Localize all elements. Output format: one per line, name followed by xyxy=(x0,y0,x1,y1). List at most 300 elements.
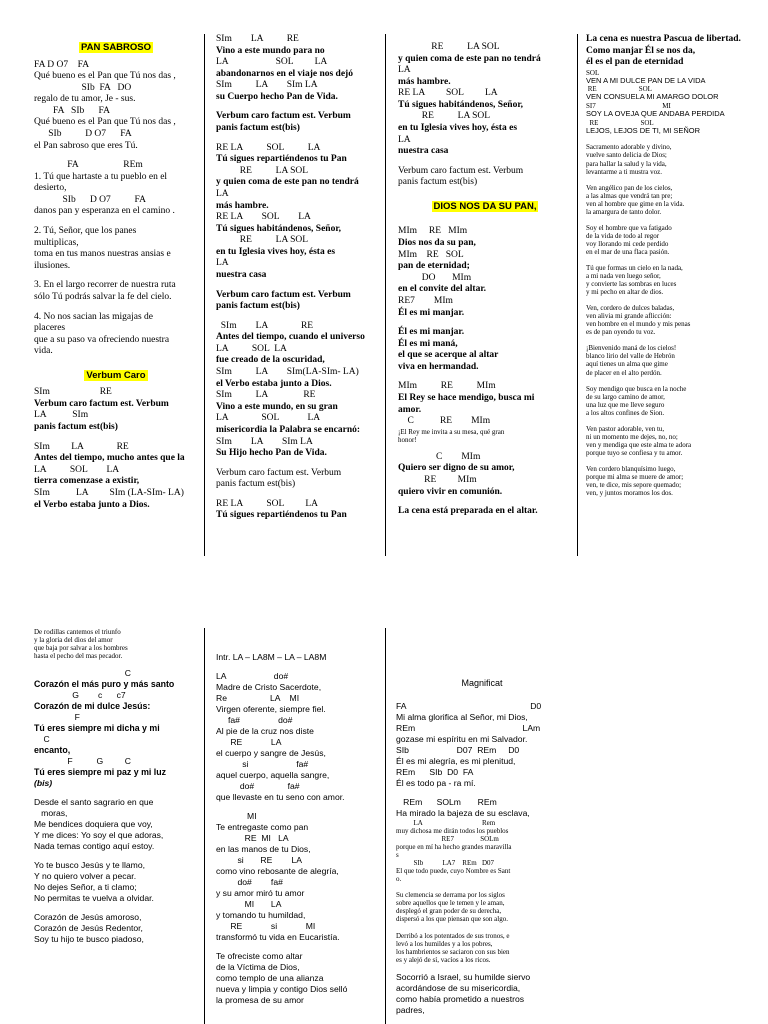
spacer xyxy=(398,444,572,452)
lyric-line: RE LA SOL xyxy=(216,235,309,246)
lyric-line: Antes del tiempo, cuando el universo xyxy=(216,332,365,343)
lyric-line: Te entregaste como pan xyxy=(216,822,309,832)
chorus-line: SOY LA OVEJA QUE ANDABA PERDIDA xyxy=(586,109,725,119)
spacer xyxy=(34,904,198,912)
lyric-line: Y no quiero volver a pecar. xyxy=(34,871,137,882)
lyric-line: RE MI LA xyxy=(216,833,289,843)
spacer xyxy=(398,373,572,381)
lyric-line: y quien coma de este pan no tendrá xyxy=(216,177,359,188)
lyric-line: sólo Tú podrás salvar la fe del cielo. xyxy=(34,291,172,302)
lyric-line: LA SIm xyxy=(34,410,89,421)
chorus-line: Corazón de mi dulce Jesús: xyxy=(34,701,151,712)
spacer xyxy=(216,491,380,499)
lyric-line: s xyxy=(396,851,399,860)
lyric-line: do# fa# xyxy=(216,781,300,791)
column-magnificat xyxy=(392,676,572,1024)
lyric-line: FA D O7 FA xyxy=(34,59,90,70)
lyric-line: C RE MIm xyxy=(398,416,491,427)
spacer xyxy=(216,628,380,636)
spacer xyxy=(586,377,762,385)
lyric-line: Él es mi maná, xyxy=(398,338,458,349)
lyric-line: Tú sigues repartiéndenos tu Pan xyxy=(216,154,347,165)
lyric-line: a los altos confines de Sion. xyxy=(586,408,665,417)
lyric-line: el Verbo estaba junto a Dios. xyxy=(216,378,332,389)
lyric-line: REm SOLm REm xyxy=(396,796,497,807)
spacer xyxy=(216,103,380,111)
lyric-line: Tú sigues habitándenos, Señor, xyxy=(398,99,524,110)
spacer xyxy=(396,883,568,891)
column-divider xyxy=(385,628,386,1024)
lyric-line: Qué bueno es el Pan que Tú nos das , xyxy=(34,117,176,128)
lyric-line: Soy el hombre que va fatigado xyxy=(586,223,672,232)
lyric-line: y mi pecho en altar de dios. xyxy=(586,288,664,297)
lyric-line: y quien coma de este pan no tendrá xyxy=(398,53,541,64)
lyric-line: Al pie de la cruz nos diste xyxy=(216,726,314,736)
lyric-line: ven y mendiga que este alma te adora xyxy=(586,440,692,449)
lyric-line: abandonarnos en el viaje nos dejó xyxy=(216,68,353,79)
spacer xyxy=(34,218,198,226)
lyric-line: a las almas que vendrá tan pre; xyxy=(586,191,673,200)
lyric-line: MI xyxy=(216,811,257,821)
lyric-line: como había prometido a nuestros xyxy=(396,993,525,1004)
spacer xyxy=(586,417,762,425)
chorus-line: Corazón el más puro y más santo xyxy=(34,679,175,690)
lyric-line: panis factum est(bis) xyxy=(216,479,296,490)
spacer xyxy=(398,498,572,506)
spacer xyxy=(216,663,380,671)
lyric-line: y la gloria del dios del amor xyxy=(34,636,113,645)
lyric-line: de placer en el alto perdón. xyxy=(586,368,662,377)
lyric-line: MIm RE SOL xyxy=(398,249,464,260)
lyric-line: desplegó el gran poder de su derecha, xyxy=(396,907,502,916)
lyric-line: Y me dices: Yo soy el que adoras, xyxy=(34,830,164,841)
song-body xyxy=(34,60,198,358)
spacer xyxy=(396,693,568,701)
chorus-line: Tú eres siempre mi dicha y mi xyxy=(34,723,160,734)
lyric-line: LA SOL LA xyxy=(216,413,321,424)
spacer xyxy=(34,852,198,860)
lyric-line: La cena está preparada en el altar. xyxy=(398,506,538,517)
lyric-line: nuestra casa xyxy=(216,269,267,280)
lyric-line: regalo de tu amor, Je - sus. xyxy=(34,94,136,105)
lyric-line: RE SOL xyxy=(586,85,652,94)
lyric-line: RE LA SOL xyxy=(398,111,491,122)
lyric-line: que baja por salvar a los hombres xyxy=(34,644,128,653)
lyric-line: Te ofreciste como altar xyxy=(216,951,303,961)
lyric-line: y convierte las sombras en luces xyxy=(586,280,677,289)
spacer xyxy=(216,803,380,811)
spacer xyxy=(396,964,568,972)
lyric-line: SIm LA RE xyxy=(34,441,129,452)
lyric-line: FA SIb FA xyxy=(34,105,110,116)
spacer xyxy=(586,256,762,264)
chorus-line: VEN CONSUELA MI AMARGO DOLOR xyxy=(586,92,719,102)
spacer xyxy=(216,943,380,951)
lyric-line: de la Víctima de Dios, xyxy=(216,962,300,972)
lyric-line: placeres xyxy=(34,323,66,334)
lyric-line: Vino a este mundo para no xyxy=(216,45,325,56)
lyric-line: SIm LA SIm (LA-SIm- LA) xyxy=(34,487,184,498)
column-dios-nos-da xyxy=(394,34,576,554)
spacer xyxy=(586,176,762,184)
lyric-line: SIb D O7 FA xyxy=(34,194,146,205)
lyric-line: LA SOL LA xyxy=(216,57,328,68)
lyric-line: voy llorando mi cede perdido xyxy=(586,239,669,248)
lyric-line: si fa# xyxy=(216,759,309,769)
lyric-line: en las manos de tu Dios, xyxy=(216,844,311,854)
lyric-line: Yo te busco Jesús y te llamo, xyxy=(34,860,145,871)
lyric-line: 3. En el largo recorrer de nuestra ruta xyxy=(34,280,176,291)
lyric-line: LA do# xyxy=(216,671,289,681)
lyric-line: desierto, xyxy=(34,183,67,194)
spacer xyxy=(398,218,572,226)
lyric-line: Socorrió a Israel, su humilde siervo xyxy=(396,971,531,982)
lyric-line: REm LAm xyxy=(396,722,541,733)
column-divider xyxy=(577,34,578,556)
lyric-line: ¡Bienvenido maná de los cielos! xyxy=(586,344,677,353)
spacer xyxy=(34,660,198,668)
lyric-line: aquí tienes un alma que gime xyxy=(586,360,668,369)
lyric-line: RE LA SOL LA xyxy=(398,88,498,99)
lyric-line: FA REm xyxy=(34,160,143,171)
lyric-line: Vino a este mundo, en su gran xyxy=(216,401,338,412)
lyric-line: Su clemencia se derrama por los siglos xyxy=(396,891,505,900)
lyric-line: SI7 MI xyxy=(586,102,671,111)
lyric-line: 1. Tú que hartaste a tu pueblo en el xyxy=(34,171,168,182)
lyric-line: el Verbo estaba junto a Dios. xyxy=(34,499,150,510)
lyric-line: viva en hermandad. xyxy=(398,361,479,372)
lyric-line: LA xyxy=(398,65,411,76)
lyric-line: C xyxy=(34,668,131,679)
lyric-line: fa# do# xyxy=(216,715,293,725)
lyric-line: Su Hijo hecho Pan de Vida. xyxy=(216,448,327,459)
lyric-line: que llevaste en tu seno con amor. xyxy=(216,792,345,802)
lyric-line: La cena es nuestra Pascua de libertad. xyxy=(586,34,741,44)
spacer xyxy=(34,789,198,797)
lyric-line: a mi nada ven luego señor, xyxy=(586,272,661,281)
lyric-line: honor! xyxy=(398,435,417,444)
spacer xyxy=(216,282,380,290)
lyric-line: ven, te dice, mis sepore quemado; xyxy=(586,481,682,490)
lyric-line: ven, y juntos moramos los dos. xyxy=(586,489,673,498)
lyric-line: Verbum caro factum est. Verbum xyxy=(216,111,351,122)
lyric-line: LA SOL LA xyxy=(34,464,120,475)
spacer xyxy=(216,636,380,644)
lyric-line: Tú que formas un cielo en la nada, xyxy=(586,263,683,272)
lyric-line: MIm RE MIm xyxy=(398,381,496,392)
lyric-line: fue creado de la oscuridad, xyxy=(216,355,325,366)
lyric-line: Soy mendigo que busca en la noche xyxy=(586,384,687,393)
lyric-line: porque tuyo se confiesa y tu amor. xyxy=(586,448,683,457)
lyric-line: SIm LA RE xyxy=(216,34,299,44)
lyric-line: Quiero ser digno de su amor, xyxy=(398,463,515,474)
lyric-line: Ha mirado la bajeza de su esclava, xyxy=(396,807,530,818)
lyric-line: F xyxy=(34,712,80,723)
lyric-line: 2. Tú, Señor, que los panes xyxy=(34,226,137,237)
lyric-line: Ven pastor adorable, ven tu, xyxy=(586,424,665,433)
song-body-2 xyxy=(398,218,572,517)
column-divider xyxy=(385,34,386,556)
lyric-line: El Rey se hace mendigo, busca mi xyxy=(398,392,535,403)
song-subtitle: Verbum Caro xyxy=(86,369,146,381)
spacer xyxy=(216,313,380,321)
lyric-line: RE LA SOL LA xyxy=(216,142,321,153)
lyric-line: ven hombre en el mundo y mis penas xyxy=(586,320,691,329)
lyric-line: moras, xyxy=(34,808,68,819)
lyric-line: RE7 SOLm xyxy=(396,835,499,844)
song-title: PAN SABROSO xyxy=(80,42,152,53)
lyric-line: RE LA xyxy=(216,737,282,747)
lyric-line: el cuerpo y sangre de Jesús, xyxy=(216,748,326,758)
lyric-line: Nada temas contigo aquí estoy. xyxy=(34,841,155,852)
lyric-line: MIm RE MIm xyxy=(398,226,468,237)
lyric-line: RE7 MIm xyxy=(398,295,453,306)
spacer xyxy=(216,135,380,143)
lyric-line: panis factum est(bis) xyxy=(216,301,300,312)
lyric-line: el Pan sabroso que eres Tú. xyxy=(34,140,138,151)
spacer xyxy=(34,434,198,442)
column-divider xyxy=(204,628,205,1024)
song-body xyxy=(216,34,380,522)
lyric-line: SIm LA SIm LA xyxy=(216,436,313,447)
lyric-line: Soy tu hijo te busco piadoso, xyxy=(34,934,144,945)
lyric-line: SOL xyxy=(586,68,600,77)
lyric-line: para hallar la salud y la vida, xyxy=(586,159,667,168)
spacer xyxy=(34,272,198,280)
lyric-line: Como manjar Él se nos da, xyxy=(586,45,696,56)
lyric-line: El que todo puede, cuyo Nombre es Sant xyxy=(396,867,511,876)
lyric-line: acordándose de su misericordia, xyxy=(396,982,521,993)
lyric-line: una luz que me lleve seguro xyxy=(586,400,665,409)
lyric-line: do# fa# xyxy=(216,877,283,887)
lyric-line: ilusiones. xyxy=(34,260,71,271)
lyric-line: Él es mi manjar. xyxy=(398,307,465,318)
lyric-line: SIm RE xyxy=(34,387,112,398)
lyric-line: en tu Iglesia vives hoy, ésta es xyxy=(398,123,518,134)
lyric-line: Antes del tiempo, mucho antes que la xyxy=(34,453,185,464)
spacer xyxy=(586,457,762,465)
lyric-line: tierra comenzase a existir, xyxy=(34,476,140,487)
lyric-line: y su amor miró tu amor xyxy=(216,888,305,898)
lyric-line: Tú sigues habitándenos, Señor, xyxy=(216,223,342,234)
lyric-line: Sacramento adorable y divino, xyxy=(586,143,672,152)
lyric-line: dispersó a los que piensan que son algo. xyxy=(396,915,508,924)
lyric-line: porque mi alma se muere de amor; xyxy=(586,472,684,481)
lyric-line: quiero vivir en comunión. xyxy=(398,486,503,497)
column-divider xyxy=(204,34,205,556)
column-ven-a-mi xyxy=(582,34,766,554)
column-corazon xyxy=(30,628,202,1024)
lyric-line: pan de eternidad; xyxy=(398,261,470,272)
lyric-line: la amargura de tanto dolor. xyxy=(586,207,662,216)
spacer xyxy=(396,789,568,797)
lyric-line: más hambre. xyxy=(216,200,269,211)
lyric-line: es de pan oyendo tu voz. xyxy=(586,328,656,337)
lyric-line: Verbum caro factum est. Verbum xyxy=(216,289,351,300)
spacer xyxy=(216,460,380,468)
song-body-2 xyxy=(34,387,198,511)
lyric-line: Ven angélico pan de los cielos, xyxy=(586,183,673,192)
lyric-line: Él es mi alegría, es mi plenitud, xyxy=(396,755,516,766)
lyric-line: aquel cuerpo, aquella sangre, xyxy=(216,770,330,780)
lyric-line: SIb D07 REm D0 xyxy=(396,744,520,755)
spacer xyxy=(586,216,762,224)
lyric-line: Él es todo pa - ra mí. xyxy=(396,777,476,788)
lyric-line: DO MIm xyxy=(398,272,472,283)
lyric-line: LA xyxy=(216,188,229,199)
lyric-line: panis factum est(bis) xyxy=(216,123,300,134)
lyric-line: como vino rebosante de alegría, xyxy=(216,866,339,876)
lyric-line: transformó tu vida en Eucaristía. xyxy=(216,932,340,942)
song-subtitle: DIOS NOS DA SU PAN, xyxy=(433,200,537,212)
lyric-line: LA xyxy=(216,258,229,269)
lyric-line: 4. No nos sacian las migajas de xyxy=(34,311,153,322)
lyric-line: panis factum est(bis) xyxy=(34,422,118,433)
lyric-line: y tomando tu humildad, xyxy=(216,910,306,920)
lyric-line: Ven cordero blanquísimo luego, xyxy=(586,464,676,473)
lyric-line: Mi alma glorifica al Señor, mi Dios, xyxy=(396,711,528,722)
lyric-line: F G C xyxy=(34,756,131,767)
lyric-line: De rodillas cantemos el triunfo xyxy=(34,628,121,636)
chorus-line: encanto, xyxy=(34,745,71,756)
lyric-line: que a su paso va ofreciendo nuestra xyxy=(34,334,170,345)
lyric-line: RE LA SOL xyxy=(216,165,309,176)
lyric-line: si RE LA xyxy=(216,855,302,865)
lyric-line: la promesa de su amor xyxy=(216,995,304,1005)
lyric-line: LA Rem xyxy=(396,818,496,827)
lyric-line: Qué bueno es el Pan que Tú nos das , xyxy=(34,71,176,82)
lyric-line: ven alivia mi grande aflicción: xyxy=(586,312,672,321)
lyric-line: de su largo camino de amor, xyxy=(586,392,665,401)
lyric-line: Madre de Cristo Sacerdote, xyxy=(216,682,322,692)
lyric-line: RE MIm xyxy=(398,474,477,485)
lyric-line: en tu Iglesia vives hoy, ésta es xyxy=(216,246,336,257)
lyric-line: RE LA SOL LA xyxy=(216,498,319,509)
column-madre-de-cristo xyxy=(212,628,384,1024)
lyric-line: FA D0 xyxy=(396,700,542,711)
lyric-line: SIm LA RE xyxy=(216,390,316,401)
spacer xyxy=(34,304,198,312)
lyric-line: padres, xyxy=(396,1004,425,1015)
chorus-line: Tú eres siempre mi paz y mi luz xyxy=(34,767,167,778)
lyric-line: SIm LA SIm LA xyxy=(216,80,318,91)
spacer xyxy=(34,152,198,160)
lyric-line: de la vida de todo al regor xyxy=(586,231,660,240)
lyric-line: (bis) xyxy=(34,778,53,789)
lyric-line: Dios nos da su pan, xyxy=(398,238,476,249)
column-verbum-caro xyxy=(212,34,384,554)
lyric-line: Derribó a los potentados de sus tronos, e xyxy=(396,931,510,940)
lyric-line: LA xyxy=(398,134,411,145)
spacer xyxy=(398,319,572,327)
lyric-line: sobre aquellos que le temen y le aman, xyxy=(396,899,505,908)
lyric-line: MI LA xyxy=(216,899,282,909)
lyric-line: en el mar de una flaca pasión. xyxy=(586,247,670,256)
lyric-line: Él es mi manjar. xyxy=(398,327,465,338)
lyric-line: más hambre. xyxy=(398,76,451,87)
lyric-line: hasta el pecho del mas pecador. xyxy=(34,652,123,661)
lyric-line: es y alejó de sí, vacíos a los ricos. xyxy=(396,955,491,964)
lyric-line: levó a los humildes y a los pobres, xyxy=(396,939,493,948)
lyric-line: Re LA MI xyxy=(216,693,300,703)
lyric-line: vuelve santo delicia de Dios; xyxy=(586,151,667,160)
lyric-line: ni un momento me dejes, no, no; xyxy=(586,432,678,441)
lyric-line: panis factum est(bis) xyxy=(398,177,478,188)
spacer xyxy=(398,34,572,42)
lyric-line: vida. xyxy=(34,346,53,357)
lyric-line: el que se acerque al altar xyxy=(398,350,499,361)
lyric-line: ¡El Rey me invita a su mesa, qué gran xyxy=(398,427,505,436)
lyric-line: Intr. LA – LA8M – LA – LA8M xyxy=(216,652,327,662)
lyric-line: LA SOL LA xyxy=(216,343,287,354)
song-body xyxy=(216,628,380,1006)
lyric-line: él es el pan de eternidad xyxy=(586,57,684,68)
lyric-line: SIb FA DO xyxy=(34,82,132,93)
song-title: Magnificat xyxy=(461,678,503,688)
song-body xyxy=(586,34,762,497)
lyric-line: SIb LA7 REm D07 xyxy=(396,859,494,868)
spacer xyxy=(586,135,762,143)
lyric-line: Verbum caro factum est. Verbum xyxy=(216,467,342,478)
spacer xyxy=(396,924,568,932)
lyric-line: Desde el santo sagrario en que xyxy=(34,797,154,808)
spacer xyxy=(216,644,380,652)
chorus-line: LEJOS, LEJOS DE TI, MI SEÑOR xyxy=(586,125,701,135)
lyric-line: levantarme a ti mustra voz. xyxy=(586,167,662,176)
lyric-line: G c c7 xyxy=(34,690,126,701)
song-body xyxy=(396,693,568,1016)
lyric-line: danos pan y esperanza en el camino . xyxy=(34,206,175,217)
lyric-line: No permitas te vuelva a olvidar. xyxy=(34,893,154,904)
lyric-line: su Cuerpo hecho Pan de Vida. xyxy=(216,91,338,102)
lyric-line: toma en tus manos nuestras ansias e xyxy=(34,249,171,260)
column-pan-sabroso xyxy=(30,34,202,554)
song-body xyxy=(34,628,198,945)
lyric-line: Corazón de Jesús Redentor, xyxy=(34,923,143,934)
lyric-line: blanco lirio del valle de Hebrón xyxy=(586,352,675,361)
lyric-line: Corazón de Jesús amoroso, xyxy=(34,912,142,923)
lyric-line: o. xyxy=(396,875,402,884)
lyric-line: amor. xyxy=(398,404,422,415)
lyric-line: REm SIb D0 FA xyxy=(396,766,474,777)
lyric-line: multiplicas, xyxy=(34,237,79,248)
lyric-line: Virgen oferente, siempre fiel. xyxy=(216,704,326,714)
lyric-line: RE si MI xyxy=(216,921,316,931)
lyric-line: Ven, cordero de dulces baladas, xyxy=(586,304,675,313)
lyric-line: No dejes Señor, a ti clamo; xyxy=(34,882,137,893)
song-body xyxy=(398,34,572,189)
lyric-line: SIm LA SIm(LA-SIm- LA) xyxy=(216,367,359,378)
lyric-line: nuestra casa xyxy=(398,146,449,157)
lyric-line: RE SOL xyxy=(586,118,654,127)
lyric-line: gozase mi espíritu en mi Salvador. xyxy=(396,733,528,744)
lyric-line: como templo de una alianza xyxy=(216,973,324,983)
lyric-line: en el convite del altar. xyxy=(398,284,487,295)
lyric-line: Me bendices doquiera que voy, xyxy=(34,819,153,830)
lyric-line: los hambrientos se saciaron con sus bien xyxy=(396,947,510,956)
spacer xyxy=(586,296,762,304)
lyric-line: Verbum caro factum est. Verbum xyxy=(398,165,524,176)
lyric-line: misericordia la Palabra se encarnó: xyxy=(216,424,361,435)
lyric-line: C MIm xyxy=(398,451,481,462)
lyric-line: ven al hombre que gime en la vida. xyxy=(586,199,685,208)
lyric-line: Verbum caro factum est. Verbum xyxy=(34,398,169,409)
lyric-line: C xyxy=(34,734,50,745)
lyric-line: Tú sigues repartiéndenos tu Pan xyxy=(216,510,347,521)
spacer xyxy=(398,158,572,166)
lyric-line: porque en mí ha hecho grandes maravilla xyxy=(396,843,512,852)
lyric-line: muy dichosa me dirán todos los pueblos xyxy=(396,827,509,836)
